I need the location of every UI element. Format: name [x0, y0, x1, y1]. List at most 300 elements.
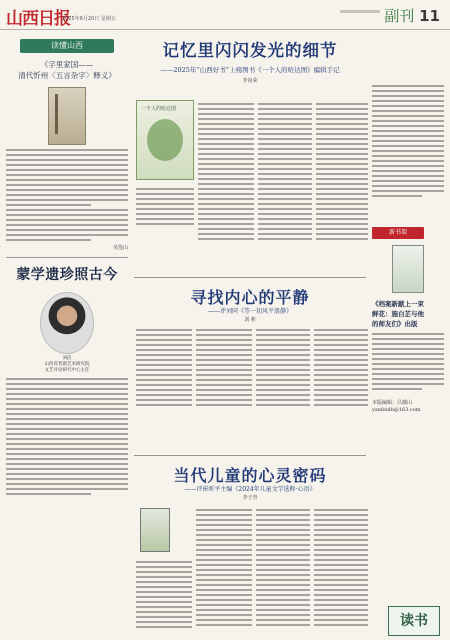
- text-line: [256, 544, 310, 546]
- text-line: [6, 483, 128, 485]
- text-line: [198, 198, 254, 200]
- text-line: [196, 589, 252, 591]
- article-title: 蒙学遗珍照古今: [16, 267, 118, 283]
- text-line: [372, 170, 444, 172]
- text-line: [314, 619, 368, 621]
- text-line: [196, 614, 252, 616]
- text-line: [196, 579, 252, 581]
- text-line: [6, 418, 128, 420]
- masthead: [0, 0, 450, 30]
- text-line: [6, 174, 128, 176]
- text-line: [198, 208, 254, 210]
- illustration-label: 一个人的哈达图: [141, 106, 177, 112]
- text-line: [316, 233, 368, 235]
- text-line: [196, 524, 252, 526]
- text-line: [372, 155, 444, 157]
- text-line: [316, 188, 368, 190]
- text-line: [136, 218, 194, 220]
- text-line: [314, 549, 368, 551]
- lead-col-d: [316, 100, 368, 243]
- text-line: [316, 198, 368, 200]
- text-line: [6, 428, 128, 430]
- text-line: [198, 223, 254, 225]
- text-line: [136, 188, 194, 190]
- text-line: [6, 164, 128, 166]
- text-line: [198, 183, 254, 185]
- text-line: [316, 133, 368, 135]
- third-col-d: [314, 506, 368, 629]
- text-line: [198, 173, 254, 175]
- text-line: [6, 224, 128, 226]
- text-line: [372, 343, 444, 345]
- text-line: [196, 379, 252, 381]
- text-line: [372, 85, 444, 87]
- right-column: [372, 33, 444, 633]
- text-line: [256, 349, 310, 351]
- caption-org: 山西省晋剧艺术研究院: [44, 362, 90, 367]
- text-line: [372, 190, 444, 192]
- text-line: [314, 394, 368, 396]
- text-line: [136, 394, 192, 396]
- text-line: [196, 584, 252, 586]
- text-line: [256, 534, 310, 536]
- text-line: [6, 378, 128, 380]
- text-line: [256, 329, 310, 331]
- text-line: [6, 209, 128, 211]
- right-article-top: [372, 85, 444, 197]
- text-line: [256, 614, 310, 616]
- text-line: [198, 113, 254, 115]
- text-line: [372, 105, 444, 107]
- review-title-line-1: 《字里家国——: [40, 60, 94, 69]
- editor-name: 本版编辑：吕微山: [372, 400, 413, 406]
- text-line: [6, 234, 128, 236]
- text-line: [136, 586, 192, 588]
- text-line: [196, 594, 252, 596]
- section-rule-2: [134, 455, 366, 456]
- text-line: [198, 218, 254, 220]
- text-line: [256, 344, 310, 346]
- text-line: [6, 149, 128, 151]
- text-line: [316, 168, 368, 170]
- third-col-c: [256, 506, 310, 629]
- text-line: [316, 138, 368, 140]
- text-line: [196, 374, 252, 376]
- text-line: [196, 354, 252, 356]
- text-line: [136, 576, 192, 578]
- text-line: [136, 571, 192, 573]
- text-line: [316, 213, 368, 215]
- text-line: [6, 159, 128, 161]
- third-col-a: [136, 558, 192, 631]
- text-line: [372, 90, 444, 92]
- text-line: [316, 228, 368, 230]
- text-line: [198, 133, 254, 135]
- text-line: [258, 118, 312, 120]
- caption-role: 文艺评论研究中心主任: [44, 368, 90, 373]
- text-line: [314, 514, 368, 516]
- text-line: [136, 208, 194, 210]
- text-line: [258, 153, 312, 155]
- text-line: [372, 160, 444, 162]
- text-line: [314, 594, 368, 596]
- text-line: [6, 154, 128, 156]
- text-line: [6, 443, 128, 445]
- text-line: [314, 579, 368, 581]
- text-line: [372, 165, 444, 167]
- text-line: [136, 601, 192, 603]
- text-line: [6, 468, 128, 470]
- text-line: [136, 354, 192, 356]
- text-line: [136, 596, 192, 598]
- text-line: [258, 218, 312, 220]
- text-line: [196, 624, 252, 626]
- text-line: [256, 549, 310, 551]
- article-body: [6, 149, 128, 241]
- text-line: [314, 384, 368, 386]
- text-line: [256, 524, 310, 526]
- third-col-b: [196, 506, 252, 629]
- text-line: [198, 103, 254, 105]
- text-line: [136, 339, 192, 341]
- text-line: [258, 208, 312, 210]
- text-line: [136, 389, 192, 391]
- text-line: [372, 195, 422, 197]
- text-line: [198, 178, 254, 180]
- new-book-title-line-3: 的师友们》出版: [372, 320, 418, 328]
- text-line: [314, 399, 368, 401]
- review-author: 吴莲山: [112, 245, 128, 251]
- text-line: [6, 488, 128, 490]
- text-line: [196, 359, 252, 361]
- lead-byline: 李向荣: [242, 78, 258, 84]
- text-line: [316, 218, 368, 220]
- text-line: [136, 193, 194, 195]
- text-line: [372, 388, 422, 390]
- text-line: [196, 564, 252, 566]
- text-line: [196, 544, 252, 546]
- lead-col-a: [136, 185, 194, 228]
- text-line: [136, 591, 192, 593]
- text-line: [198, 228, 254, 230]
- text-line: [136, 404, 192, 406]
- text-line: [258, 173, 312, 175]
- text-line: [314, 349, 368, 351]
- text-line: [256, 594, 310, 596]
- text-line: [6, 179, 128, 181]
- text-line: [196, 539, 252, 541]
- text-line: [196, 399, 252, 401]
- text-line: [196, 369, 252, 371]
- text-line: [196, 609, 252, 611]
- text-line: [256, 574, 310, 576]
- text-line: [6, 388, 128, 390]
- text-line: [198, 193, 254, 195]
- text-line: [256, 339, 310, 341]
- text-line: [256, 369, 310, 371]
- text-line: [6, 199, 128, 201]
- text-line: [256, 514, 310, 516]
- text-line: [372, 358, 444, 360]
- text-line: [314, 364, 368, 366]
- text-line: [196, 339, 252, 341]
- text-line: [136, 364, 192, 366]
- caption-name: 刘洁: [62, 356, 72, 361]
- text-line: [136, 198, 194, 200]
- text-line: [6, 403, 128, 405]
- text-line: [314, 334, 368, 336]
- text-line: [136, 334, 192, 336]
- text-line: [314, 614, 368, 616]
- text-line: [314, 374, 368, 376]
- text-line: [372, 368, 444, 370]
- text-line: [196, 509, 252, 511]
- text-line: [198, 118, 254, 120]
- text-line: [256, 509, 310, 511]
- text-line: [314, 609, 368, 611]
- text-line: [6, 398, 128, 400]
- text-line: [258, 223, 312, 225]
- text-line: [196, 404, 252, 406]
- text-line: [136, 349, 192, 351]
- review-title-line-2: 清代忻州〈五言杂字〉释义》: [18, 71, 116, 80]
- text-line: [316, 123, 368, 125]
- text-line: [372, 110, 444, 112]
- text-line: [196, 519, 252, 521]
- text-line: [316, 113, 368, 115]
- text-line: [372, 125, 444, 127]
- portrait-caption: [6, 356, 128, 374]
- text-line: [136, 329, 192, 331]
- text-line: [196, 534, 252, 536]
- text-line: [6, 463, 128, 465]
- text-line: [198, 233, 254, 235]
- new-book-cover: [392, 245, 424, 293]
- text-line: [316, 183, 368, 185]
- divider: [6, 257, 128, 258]
- text-line: [372, 175, 444, 177]
- text-line: [314, 539, 368, 541]
- text-line: [258, 103, 312, 105]
- text-line: [256, 354, 310, 356]
- new-book-tag: 新书架: [372, 227, 424, 239]
- text-line: [136, 581, 192, 583]
- text-line: [316, 108, 368, 110]
- text-line: [198, 123, 254, 125]
- author-portrait: [40, 292, 94, 354]
- text-line: [372, 130, 444, 132]
- text-line: [196, 604, 252, 606]
- text-line: [198, 153, 254, 155]
- text-line: [256, 599, 310, 601]
- text-line: [372, 353, 444, 355]
- text-line: [316, 178, 368, 180]
- text-line: [196, 384, 252, 386]
- new-book-title: [372, 299, 444, 329]
- tree-graphic: [147, 119, 183, 161]
- text-line: [6, 393, 128, 395]
- issue-date: 2025年6月20日 星期五: [62, 16, 116, 22]
- text-line: [136, 374, 192, 376]
- text-line: [196, 599, 252, 601]
- text-line: [314, 529, 368, 531]
- text-line: [198, 138, 254, 140]
- text-line: [136, 561, 192, 563]
- newspaper-logo: 山西日报: [6, 9, 70, 29]
- column-band: 读懂山西: [20, 39, 114, 53]
- text-line: [256, 604, 310, 606]
- text-line: [6, 408, 128, 410]
- text-line: [6, 478, 128, 480]
- text-line: [258, 158, 312, 160]
- text-line: [6, 214, 128, 216]
- text-line: [258, 188, 312, 190]
- text-line: [198, 188, 254, 190]
- text-line: [136, 566, 192, 568]
- text-line: [316, 128, 368, 130]
- text-line: [314, 359, 368, 361]
- text-line: [258, 138, 312, 140]
- third-subheadline: ——评崔昕平主编《2024年儿童文学选粹·心语》: [184, 486, 316, 493]
- text-line: [136, 611, 192, 613]
- text-line: [196, 334, 252, 336]
- text-line: [6, 453, 128, 455]
- text-line: [256, 579, 310, 581]
- text-line: [198, 163, 254, 165]
- text-line: [136, 369, 192, 371]
- text-line: [372, 383, 444, 385]
- text-line: [258, 113, 312, 115]
- text-line: [316, 103, 368, 105]
- text-line: [256, 569, 310, 571]
- text-line: [256, 589, 310, 591]
- text-line: [6, 458, 128, 460]
- text-line: [6, 473, 128, 475]
- text-line: [256, 564, 310, 566]
- text-line: [258, 178, 312, 180]
- text-line: [256, 399, 310, 401]
- text-line: [314, 559, 368, 561]
- text-line: [256, 364, 310, 366]
- text-line: [136, 379, 192, 381]
- text-line: [316, 153, 368, 155]
- text-line: [316, 203, 368, 205]
- new-book-title-line-1: 《档案新献上一束: [372, 300, 424, 308]
- text-line: [196, 559, 252, 561]
- text-line: [136, 616, 192, 618]
- editor-credit: [372, 400, 444, 414]
- text-line: [258, 213, 312, 215]
- text-line: [372, 185, 444, 187]
- text-line: [256, 554, 310, 556]
- third-headline: 当代儿童的心灵密码: [173, 466, 327, 485]
- text-line: [372, 145, 444, 147]
- text-line: [258, 228, 312, 230]
- new-book-title-line-2: 鲜花：施白芷与他: [372, 310, 424, 318]
- text-line: [372, 100, 444, 102]
- text-line: [196, 364, 252, 366]
- text-line: [372, 333, 444, 335]
- text-line: [6, 438, 128, 440]
- text-line: [256, 334, 310, 336]
- text-line: [316, 208, 368, 210]
- text-line: [256, 519, 310, 521]
- text-line: [196, 549, 252, 551]
- text-line: [198, 168, 254, 170]
- text-line: [258, 183, 312, 185]
- text-line: [314, 544, 368, 546]
- text-line: [136, 223, 194, 225]
- new-book-blurb: [372, 333, 444, 390]
- text-line: [258, 123, 312, 125]
- text-line: [372, 180, 444, 182]
- page-number: [384, 5, 440, 26]
- text-line: [316, 158, 368, 160]
- text-line: [314, 404, 368, 406]
- text-line: [256, 529, 310, 531]
- text-line: [6, 184, 128, 186]
- text-line: [314, 329, 368, 331]
- text-line: [314, 624, 368, 626]
- text-line: [196, 619, 252, 621]
- text-line: [256, 539, 310, 541]
- text-line: [314, 509, 368, 511]
- text-line: [314, 599, 368, 601]
- second-col-c: [256, 326, 310, 409]
- text-line: [196, 394, 252, 396]
- text-line: [256, 359, 310, 361]
- anthology-cover: [140, 508, 170, 552]
- lead-subheadline: ——2025年“山西好书”上榜图书《一个人的哈达图》编辑手记: [160, 66, 340, 74]
- text-line: [258, 128, 312, 130]
- text-line: [372, 378, 444, 380]
- text-line: [6, 169, 128, 171]
- text-line: [314, 369, 368, 371]
- text-line: [258, 143, 312, 145]
- text-line: [316, 223, 368, 225]
- text-line: [258, 148, 312, 150]
- section-stamp: 读书: [388, 606, 440, 636]
- text-line: [6, 189, 128, 191]
- main-column: [134, 33, 366, 84]
- text-line: [196, 349, 252, 351]
- text-line: [258, 203, 312, 205]
- review-title: [6, 59, 128, 81]
- text-line: [256, 619, 310, 621]
- text-line: [6, 423, 128, 425]
- text-line: [316, 163, 368, 165]
- text-line: [6, 239, 91, 241]
- text-line: [258, 108, 312, 110]
- text-line: [256, 624, 310, 626]
- second-col-b: [196, 326, 252, 409]
- text-line: [196, 329, 252, 331]
- text-line: [314, 564, 368, 566]
- article-body-2: [6, 378, 128, 495]
- text-line: [256, 559, 310, 561]
- text-line: [372, 120, 444, 122]
- text-line: [316, 148, 368, 150]
- text-line: [6, 448, 128, 450]
- text-line: [316, 238, 368, 240]
- text-line: [258, 133, 312, 135]
- text-line: [372, 348, 444, 350]
- text-line: [316, 193, 368, 195]
- section-name: 副刊: [384, 7, 415, 25]
- text-line: [256, 609, 310, 611]
- text-line: [6, 433, 128, 435]
- text-line: [314, 534, 368, 536]
